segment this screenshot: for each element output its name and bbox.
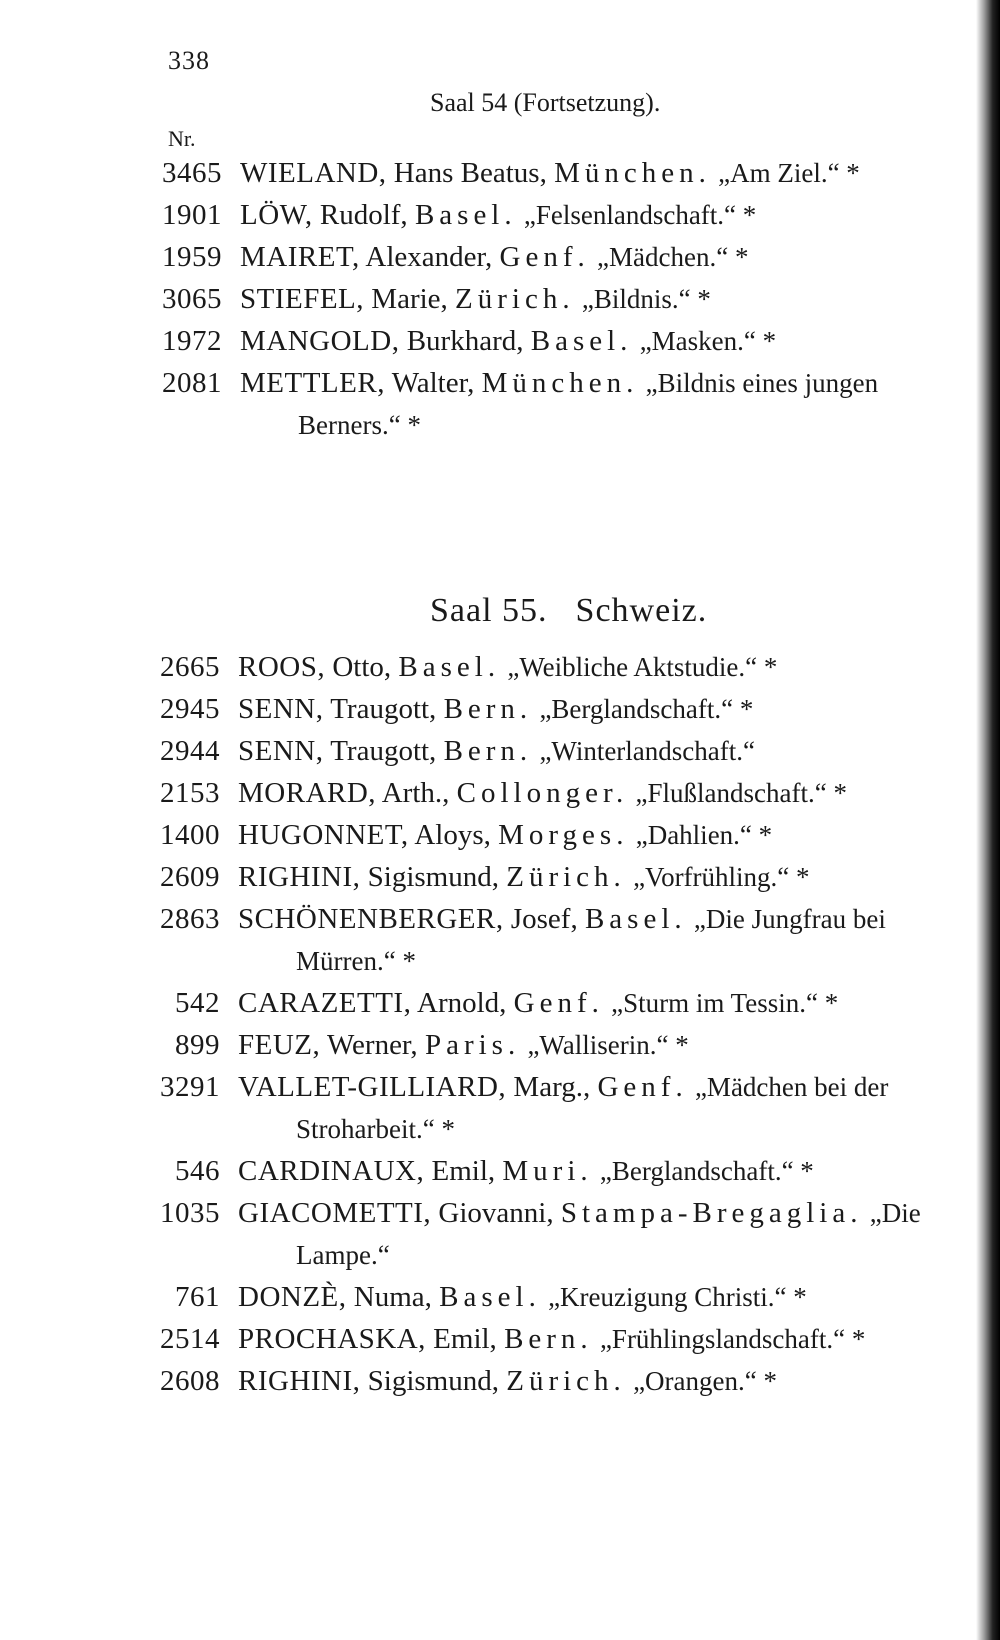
artist-place: Zürich.	[506, 861, 626, 893]
artist-place: Genf.	[597, 1071, 688, 1103]
entry-body	[238, 1192, 975, 1276]
entry-number: 761	[175, 1281, 220, 1313]
catalog-entry	[0, 646, 975, 688]
artwork-title: „Frühlingslandschaft.“ *	[599, 1324, 866, 1354]
artist-surname: HUGONNET,	[238, 819, 409, 851]
entry-number: 2153	[160, 777, 220, 809]
catalog-entry	[0, 982, 975, 1024]
saal-54-entry-list	[0, 152, 975, 446]
artist-first-name: Werner,	[326, 1029, 418, 1061]
artist-surname: SENN,	[238, 735, 324, 767]
artist-first-name: Burkhard,	[406, 325, 524, 357]
artist-first-name: Sigismund,	[367, 1365, 499, 1397]
entry-number: 2081	[162, 367, 222, 399]
artist-place: Zürich.	[506, 1365, 626, 1397]
entry-number: 2609	[160, 861, 220, 893]
artwork-title: „Kreuzigung Christi.“ *	[548, 1282, 807, 1312]
artist-place: Stampa-Bregaglia.	[560, 1197, 863, 1229]
artist-first-name: Otto,	[332, 651, 392, 683]
artist-place: Bern.	[443, 693, 533, 725]
continued-heading: Saal 54 (Fortsetzung).	[430, 88, 661, 117]
artist-surname: PROCHASKA,	[238, 1323, 426, 1355]
artwork-title: „Winterlandschaft.“	[539, 736, 755, 766]
catalog-entry	[0, 236, 975, 278]
artist-surname: WIELAND,	[240, 157, 387, 189]
artist-surname: RIGHINI,	[238, 1365, 361, 1397]
catalog-entry	[0, 1024, 975, 1066]
artist-place: Zürich.	[455, 283, 575, 315]
artist-first-name: Traugott,	[330, 693, 437, 725]
entry-body	[238, 1150, 975, 1192]
entry-number: 1901	[162, 199, 222, 231]
entry-number: 2944	[160, 735, 220, 767]
artist-surname: SCHÖNENBERGER,	[238, 903, 504, 935]
artist-place: Collonger.	[456, 777, 629, 809]
artist-surname: CARAZETTI,	[238, 987, 412, 1019]
artwork-title: „Berglandschaft.“ *	[539, 694, 754, 724]
artwork-title: „Orangen.“ *	[633, 1366, 777, 1396]
artist-first-name: Giovanni,	[438, 1197, 554, 1229]
entry-number: 1972	[162, 325, 222, 357]
entry-number: 3065	[162, 283, 222, 315]
artist-surname: MORARD,	[238, 777, 377, 809]
entry-number: 2665	[160, 651, 220, 683]
page-edge-shadow	[976, 0, 1000, 1640]
artwork-title: „Mädchen.“ *	[597, 242, 749, 272]
artist-surname: MAIRET,	[240, 241, 360, 273]
entry-body	[240, 320, 975, 362]
entry-body	[238, 982, 975, 1024]
catalog-entry	[0, 898, 975, 982]
artist-first-name: Rudolf,	[319, 199, 408, 231]
section-heading-label: Saal 55.	[430, 592, 548, 629]
artist-place: München.	[481, 367, 639, 399]
artist-place: Basel.	[584, 903, 687, 935]
artist-surname: METTLER,	[240, 367, 385, 399]
artist-first-name: Alexander,	[365, 241, 493, 273]
artwork-title: „Berglandschaft.“ *	[599, 1156, 814, 1186]
entry-number: 2945	[160, 693, 220, 725]
catalog-entry	[0, 1192, 975, 1276]
artist-surname: SENN,	[238, 693, 324, 725]
entry-body	[240, 194, 975, 236]
entry-body	[238, 1024, 975, 1066]
catalog-entry	[0, 1276, 975, 1318]
artist-place: Genf.	[499, 241, 590, 273]
entry-body	[240, 152, 975, 194]
catalog-entry	[0, 688, 975, 730]
entry-number: 1959	[162, 241, 222, 273]
artist-first-name: Numa,	[353, 1281, 432, 1313]
artist-first-name: Arth.,	[381, 777, 450, 809]
catalog-entry	[0, 1318, 975, 1360]
catalog-entry	[0, 814, 975, 856]
page-number: 338	[168, 46, 210, 75]
artwork-title: „Masken.“ *	[639, 326, 777, 356]
artwork-title: „Bildnis eines jungen Berners.“ *	[298, 368, 879, 440]
artwork-title: „Sturm im Tessin.“ *	[611, 988, 839, 1018]
artist-surname: GIACOMETTI,	[238, 1197, 432, 1229]
entry-number: 2863	[160, 903, 220, 935]
catalog-entry	[0, 1360, 975, 1402]
entry-body	[238, 772, 975, 814]
artist-surname: VALLET-GILLIARD,	[238, 1071, 507, 1103]
entry-body	[238, 1066, 975, 1150]
entry-number: 1400	[160, 819, 220, 851]
entry-number: 3465	[162, 157, 222, 189]
entry-body	[240, 362, 975, 446]
artist-surname: STIEFEL,	[240, 283, 365, 315]
artist-place: Bern.	[443, 735, 533, 767]
artist-place: Basel.	[398, 651, 501, 683]
artist-surname: CARDINAUX,	[238, 1155, 425, 1187]
entry-body	[238, 898, 975, 982]
artist-place: Basel.	[414, 199, 517, 231]
artwork-title: „Felsenlandschaft.“ *	[523, 200, 757, 230]
catalog-entry	[0, 278, 975, 320]
artist-first-name: Emil,	[433, 1323, 497, 1355]
entry-number: 546	[175, 1155, 220, 1187]
artist-surname: LÖW,	[240, 199, 313, 231]
artwork-title: „Flußlandschaft.“ *	[635, 778, 847, 808]
artist-first-name: Walter,	[391, 367, 475, 399]
section-heading-country: Schweiz.	[575, 592, 708, 629]
entry-number: 2514	[160, 1323, 220, 1355]
artwork-title: „Dahlien.“ *	[635, 820, 773, 850]
artwork-title: „Bildnis.“ *	[581, 284, 711, 314]
section-heading-saal-55	[430, 592, 707, 630]
catalog-entry	[0, 152, 975, 194]
catalog-entry	[0, 194, 975, 236]
artwork-title: „Walliserin.“ *	[527, 1030, 689, 1060]
catalog-entry	[0, 772, 975, 814]
entry-body	[238, 1276, 975, 1318]
catalog-entry	[0, 730, 975, 772]
entry-number: 3291	[160, 1071, 220, 1103]
entry-body	[238, 856, 975, 898]
artist-surname: MANGOLD,	[240, 325, 400, 357]
entry-number: 1035	[160, 1197, 220, 1229]
artist-place: Bern.	[504, 1323, 593, 1355]
artist-first-name: Sigismund,	[367, 861, 499, 893]
artist-surname: FEUZ,	[238, 1029, 321, 1061]
artwork-title: „Am Ziel.“ *	[718, 158, 860, 188]
artist-place: Muri.	[502, 1155, 593, 1187]
artwork-title: „Vorfrühling.“ *	[633, 862, 810, 892]
artist-place: Basel.	[530, 325, 633, 357]
artist-first-name: Traugott,	[330, 735, 437, 767]
artist-surname: ROOS,	[238, 651, 326, 683]
artist-first-name: Marie,	[371, 283, 448, 315]
entry-body	[240, 236, 975, 278]
catalog-entry	[0, 362, 975, 446]
artist-surname: DONZÈ,	[238, 1281, 347, 1313]
entry-body	[238, 814, 975, 856]
catalog-entry	[0, 1066, 975, 1150]
nr-column-label: Nr.	[168, 126, 196, 151]
entry-number: 542	[175, 987, 220, 1019]
artwork-title: „Mädchen bei der Stroharbeit.“ *	[296, 1072, 889, 1144]
artist-place: Basel.	[439, 1281, 541, 1313]
artist-first-name: Arnold,	[417, 987, 507, 1019]
artist-surname: RIGHINI,	[238, 861, 361, 893]
artist-first-name: Josef,	[510, 903, 578, 935]
artwork-title: „Die Jungfrau bei Mürren.“ *	[296, 904, 886, 976]
artist-first-name: Aloys,	[414, 819, 491, 851]
entry-number: 2608	[160, 1365, 220, 1397]
entry-body	[238, 1318, 975, 1360]
artist-place: Paris.	[424, 1029, 521, 1061]
artist-place: München.	[554, 157, 711, 189]
saal-55-entry-list	[0, 646, 975, 1402]
artist-first-name: Marg.,	[513, 1071, 591, 1103]
artist-place: Morges.	[498, 819, 629, 851]
entry-body	[238, 688, 975, 730]
artwork-title: „Die Lampe.“	[296, 1198, 921, 1270]
catalog-entry	[0, 856, 975, 898]
entry-body	[238, 1360, 975, 1402]
catalog-entry	[0, 1150, 975, 1192]
artist-first-name: Emil,	[431, 1155, 496, 1187]
entry-body	[238, 730, 975, 772]
entry-body	[238, 646, 975, 688]
entry-number: 899	[175, 1029, 220, 1061]
catalog-entry	[0, 320, 975, 362]
artist-place: Genf.	[513, 987, 604, 1019]
entry-body	[240, 278, 975, 320]
artist-first-name: Hans Beatus,	[393, 157, 547, 189]
artwork-title: „Weibliche Aktstudie.“ *	[507, 652, 778, 682]
